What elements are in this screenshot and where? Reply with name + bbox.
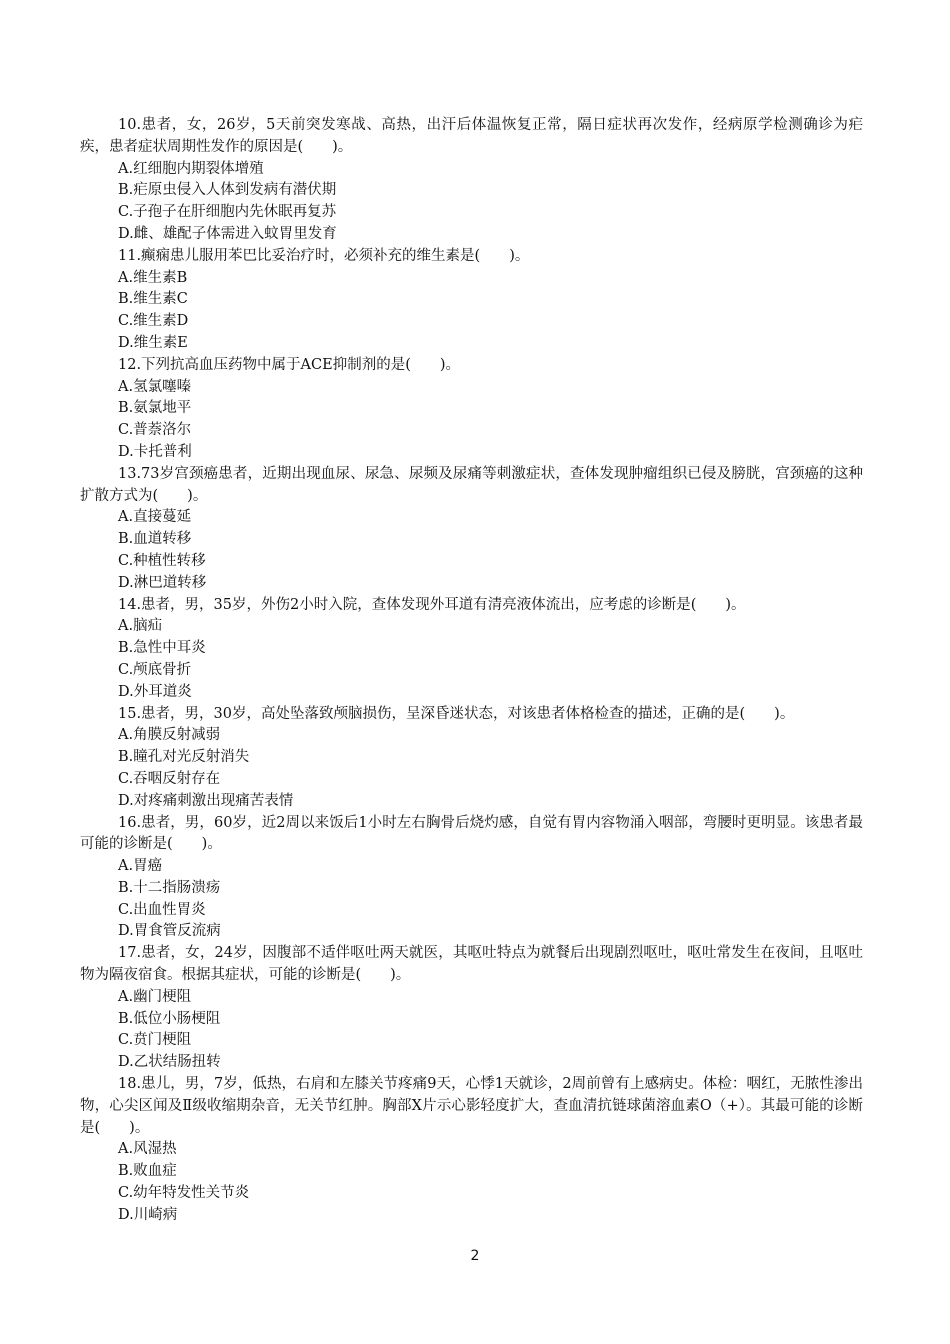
answer-option: D.雌、雄配子体需进入蚊胃里发育 bbox=[118, 225, 337, 242]
question-item bbox=[80, 115, 863, 246]
answer-option: D.卡托普利 bbox=[118, 443, 192, 460]
question-list bbox=[80, 115, 863, 1227]
answer-option: C.种植性转移 bbox=[118, 552, 206, 569]
answer-option: C.吞咽反射存在 bbox=[118, 770, 221, 787]
question-item bbox=[118, 595, 863, 704]
question-item bbox=[118, 246, 863, 355]
answer-option: C.幼年特发性关节炎 bbox=[118, 1185, 250, 1202]
question-item bbox=[80, 943, 863, 1074]
answer-option: C.子孢子在肝细胞内先休眠再复苏 bbox=[118, 204, 337, 221]
question-stem: 17.患者，女，24岁，因腹部不适伴呕吐两天就医，其呕吐特点为就餐后出现剧烈呕吐，呕吐常发生在夜间，且呕吐物为隔夜宿食。根据其症状，可能的诊断是( )。 bbox=[80, 945, 863, 984]
question-stem: 18.患儿，男，7岁，低热，右肩和左膝关节疼痛9天，心悸1天就诊，2周前曾有上感病史。体检：咽红，无脓性渗出物，心尖区闻及Ⅱ级收缩期杂音，无关节红肿。胸部X片示心影轻度扩大，查血清抗链球菌溶血素O（+）。其最可能的诊断是( )。 bbox=[80, 1076, 863, 1136]
answer-option: C.普萘洛尔 bbox=[118, 422, 192, 439]
answer-option: C.维生素D bbox=[118, 313, 189, 330]
question-item bbox=[80, 1074, 863, 1227]
question-stem: 13.73岁宫颈癌患者，近期出现血尿、尿急、尿频及尿痛等刺激症状，查体发现肿瘤组织已侵及膀胱，宫颈癌的这种扩散方式为( )。 bbox=[80, 465, 863, 504]
answer-option: B.败血症 bbox=[118, 1163, 177, 1180]
answer-option: D.外耳道炎 bbox=[118, 683, 192, 700]
answer-option: A.氢氯噻嗪 bbox=[118, 378, 192, 395]
question-stem: 12.下列抗高血压药物中属于ACE抑制剂的是( )。 bbox=[118, 356, 461, 373]
question-stem: 11.癫痫患儿服用苯巴比妥治疗时，必须补充的维生素是( )。 bbox=[118, 247, 530, 264]
answer-option: B.急性中耳炎 bbox=[118, 640, 206, 657]
answer-option: A.红细胞内期裂体增殖 bbox=[118, 160, 264, 177]
answer-option: A.直接蔓延 bbox=[118, 509, 192, 526]
answer-option: B.疟原虫侵入人体到发病有潜伏期 bbox=[118, 182, 337, 199]
question-stem: 14.患者，男，35岁，外伤2小时入院，查体发现外耳道有清亮液体流出，应考虑的诊断是( )。 bbox=[118, 596, 746, 613]
question-stem: 10.患者，女，26岁，5天前突发寒战、高热，出汗后体温恢复正常，隔日症状再次发作，经病原学检测确诊为疟疾，患者症状周期性发作的原因是( )。 bbox=[80, 117, 863, 155]
answer-option: B.低位小肠梗阻 bbox=[118, 1010, 221, 1027]
question-item bbox=[80, 813, 863, 944]
answer-option: D.维生素E bbox=[118, 334, 188, 351]
answer-option: D.乙状结肠扭转 bbox=[118, 1054, 221, 1071]
answer-option: A.角膜反射减弱 bbox=[118, 727, 221, 744]
answer-option: B.维生素C bbox=[118, 291, 188, 308]
answer-option: A.脑疝 bbox=[118, 618, 163, 635]
answer-option: C.出血性胃炎 bbox=[118, 901, 206, 918]
page-number: 2 bbox=[470, 1248, 480, 1264]
question-stem: 15.患者，男，30岁，高处坠落致颅脑损伤，呈深昏迷状态，对该患者体格检查的描述，正确的是( )。 bbox=[118, 705, 795, 722]
answer-option: C.贲门梗阻 bbox=[118, 1032, 192, 1049]
answer-option: B.氨氯地平 bbox=[118, 400, 192, 417]
answer-option: A.胃癌 bbox=[118, 858, 163, 875]
question-stem: 16.患者，男，60岁，近2周以来饭后1小时左右胸骨后烧灼感，自觉有胃内容物涌入咽部，弯腰时更明显。该患者最可能的诊断是( )。 bbox=[80, 814, 863, 853]
answer-option: B.血道转移 bbox=[118, 531, 192, 548]
answer-option: C.颅底骨折 bbox=[118, 661, 192, 678]
answer-option: D.胃食管反流病 bbox=[118, 923, 221, 940]
question-item bbox=[118, 704, 863, 813]
answer-option: D.淋巴道转移 bbox=[118, 574, 207, 591]
answer-option: B.瞳孔对光反射消失 bbox=[118, 749, 250, 766]
answer-option: D.对疼痛刺激出现痛苦表情 bbox=[118, 792, 294, 809]
question-item bbox=[118, 355, 863, 464]
answer-option: A.维生素B bbox=[118, 269, 188, 286]
question-item bbox=[80, 464, 863, 595]
answer-option: B.十二指肠溃疡 bbox=[118, 879, 221, 896]
answer-option: D.川崎病 bbox=[118, 1206, 178, 1223]
answer-option: A.风湿热 bbox=[118, 1141, 177, 1158]
answer-option: A.幽门梗阻 bbox=[118, 988, 192, 1005]
